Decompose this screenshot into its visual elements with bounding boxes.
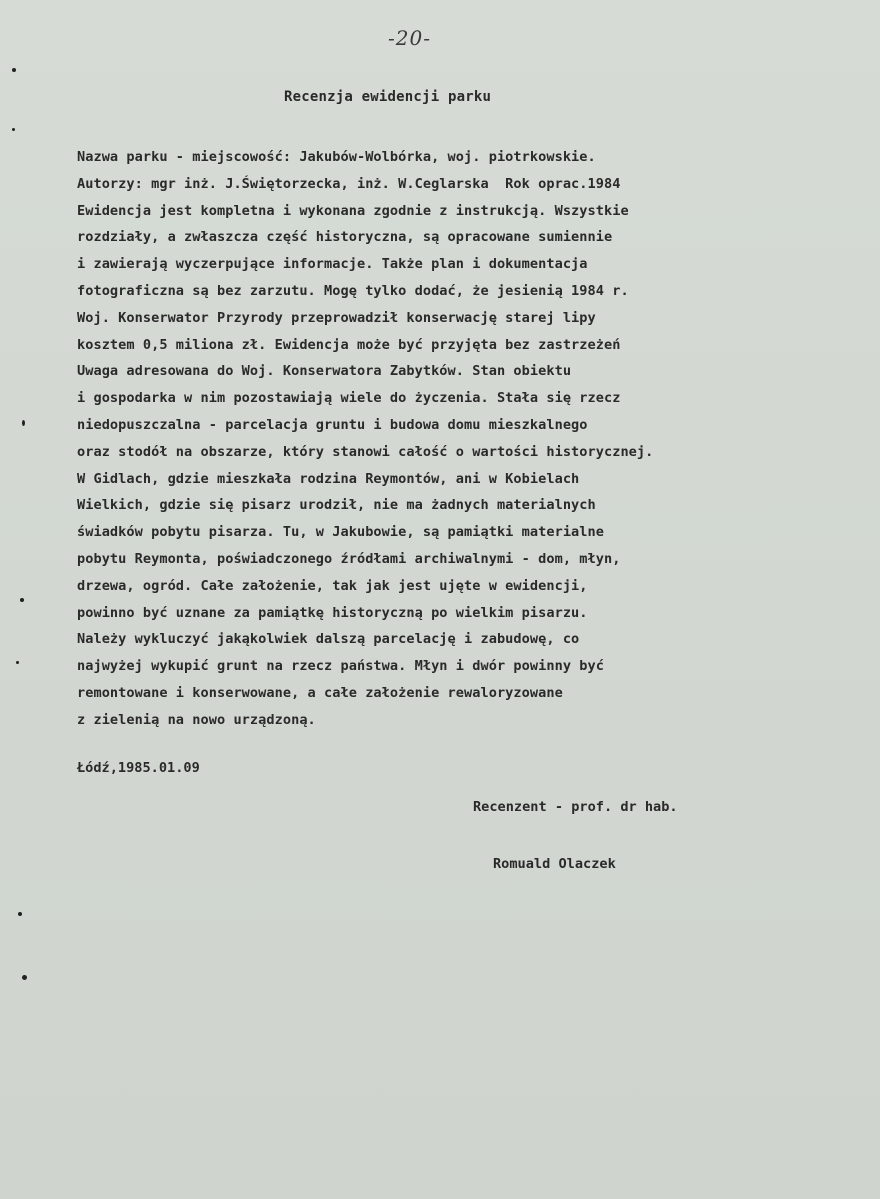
body-line: W Gidlach, gdzie mieszkała rodzina Reymontów, ani w Kobielach	[77, 470, 580, 487]
body-line: fotograficzna są bez zarzutu. Mogę tylko dodać, że jesienią 1984 r.	[77, 282, 629, 299]
body-line: i gospodarka w nim pozostawiają wiele do życzenia. Stała się rzecz	[77, 390, 621, 407]
body-line: drzewa, ogród. Całe założenie, tak jak jest ujęte w ewidencji,	[77, 577, 588, 594]
document-body	[77, 144, 653, 734]
body-line: remontowane i konserwowane, a całe założenie rewaloryzowane	[77, 684, 563, 701]
punch-mark	[18, 912, 22, 916]
body-line: powinno być uznane za pamiątkę historyczną po wielkim pisarzu.	[77, 604, 588, 621]
page-number: -20-	[388, 26, 431, 50]
punch-mark	[20, 598, 24, 602]
place-date: Łódź,1985.01.09	[77, 760, 200, 776]
body-line: Nazwa parku - miejscowość: Jakubów-Wolbórka, woj. piotrkowskie.	[77, 149, 596, 165]
body-line: Woj. Konserwator Przyrody przeprowadził konserwację starej lipy	[77, 309, 596, 326]
body-line: niedopuszczalna - parcelacja gruntu i budowa domu mieszkalnego	[77, 416, 588, 433]
body-line: z zielenią na nowo urządzoną.	[77, 711, 316, 728]
body-line: pobytu Reymonta, poświadczonego źródłami archiwalnymi - dom, młyn,	[77, 550, 621, 567]
punch-mark	[22, 420, 25, 426]
punch-mark	[12, 128, 15, 131]
punch-mark	[16, 661, 19, 664]
body-line: Autorzy: mgr inż. J.Świętorzecka, inż. W.Ceglarska Rok oprac.1984	[77, 175, 621, 192]
signature-block	[77, 760, 857, 872]
body-line: kosztem 0,5 miliona zł. Ewidencja może być przyjęta bez zastrzeżeń	[77, 336, 621, 353]
body-line: najwyżej wykupić grunt na rzecz państwa. Młyn i dwór powinny być	[77, 658, 604, 675]
body-line: Wielkich, gdzie się pisarz urodził, nie ma żadnych materialnych	[77, 497, 596, 514]
reviewer	[473, 760, 678, 912]
body-line: Należy wykluczyć jakąkolwiek dalszą parcelację i zabudowę, co	[77, 631, 580, 648]
body-line: świadków pobytu pisarza. Tu, w Jakubowie, są pamiątki materialne	[77, 524, 604, 541]
body-line: Ewidencja jest kompletna i wykonana zgodnie z instrukcją. Wszystkie	[77, 202, 629, 219]
punch-mark	[22, 975, 27, 980]
document-title: Recenzja ewidencji parku	[284, 89, 492, 105]
reviewer-role: Recenzent - prof. dr hab.	[473, 799, 678, 815]
body-line: i zawierają wyczerpujące informacje. Także plan i dokumentacja	[77, 256, 588, 273]
body-line: oraz stodół na obszarze, który stanowi całość o wartości historycznej.	[77, 443, 654, 460]
reviewer-name: Romuald Olaczek	[493, 856, 616, 872]
body-line: rozdziały, a zwłaszcza część historyczna, są opracowane sumiennie	[77, 229, 613, 246]
punch-mark	[12, 68, 16, 72]
body-line: Uwaga adresowana do Woj. Konserwatora Zabytków. Stan obiektu	[77, 363, 572, 380]
